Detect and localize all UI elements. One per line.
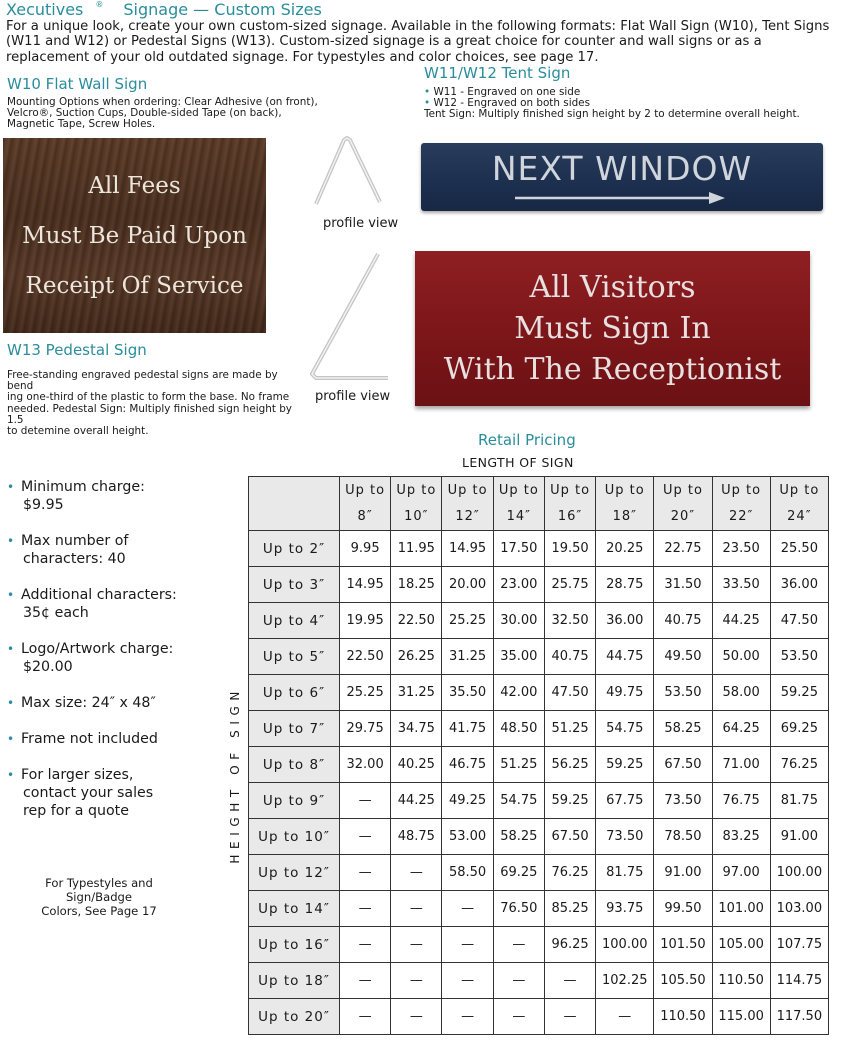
height-row-label: Up to 18″ <box>249 963 340 999</box>
price-cell: 11.95 <box>391 531 442 567</box>
price-cell: 25.25 <box>340 675 391 711</box>
info-bullet <box>7 694 207 712</box>
height-row-label: Up to 20″ <box>249 999 340 1035</box>
price-cell: 28.75 <box>596 567 654 603</box>
price-cell: 31.50 <box>654 567 712 603</box>
bullet-line: $9.95 <box>23 497 64 513</box>
height-row-label: Up to 12″ <box>249 855 340 891</box>
w11-description <box>424 87 844 121</box>
column-header-line: Up to <box>779 482 820 498</box>
price-cell: 25.50 <box>770 531 828 567</box>
bullet-line: contact your sales <box>23 785 154 801</box>
price-cell: 54.75 <box>596 711 654 747</box>
length-column-header <box>712 477 770 531</box>
price-cell: 51.25 <box>544 711 595 747</box>
price-cell: 73.50 <box>654 783 712 819</box>
height-row-label: Up to 6″ <box>249 675 340 711</box>
height-row-label: Up to 9″ <box>249 783 340 819</box>
price-cell: 36.00 <box>770 567 828 603</box>
price-cell: 50.00 <box>712 639 770 675</box>
column-header-line: Up to <box>498 482 539 498</box>
bullet-line: • Max size: 24″ x 48″ <box>21 695 156 711</box>
w11-bullet: • W12 - Engraved on both sides <box>424 97 590 110</box>
price-cell: — <box>391 963 442 999</box>
price-cell: 81.75 <box>770 783 828 819</box>
column-header-line: Up to <box>550 482 591 498</box>
footnote-line: Colors, See Page 17 <box>41 904 157 918</box>
height-of-sign-label: HEIGHT OF SIGN <box>228 686 242 864</box>
w11-sign-image <box>421 143 823 211</box>
price-cell: 49.25 <box>442 783 493 819</box>
column-header-line: 18″ <box>612 508 637 524</box>
height-row-label: Up to 7″ <box>249 711 340 747</box>
table-row <box>249 531 829 567</box>
price-cell: 30.00 <box>493 603 544 639</box>
price-cell: — <box>340 819 391 855</box>
price-cell: 44.25 <box>391 783 442 819</box>
price-cell: 59.25 <box>544 783 595 819</box>
price-cell: 58.25 <box>493 819 544 855</box>
sign-line: Must Sign In <box>514 311 711 346</box>
price-cell: 23.50 <box>712 531 770 567</box>
height-row-label: Up to 2″ <box>249 531 340 567</box>
pricing-table <box>248 476 829 1035</box>
price-cell: 31.25 <box>442 639 493 675</box>
price-cell: — <box>442 999 493 1035</box>
price-cell: 53.00 <box>442 819 493 855</box>
footnote-line: For Typestyles and Sign/Badge <box>45 876 153 904</box>
w13-description <box>7 370 307 437</box>
price-cell: 47.50 <box>544 675 595 711</box>
w13-title: W13 Pedestal Sign <box>7 341 147 359</box>
table-row <box>249 747 829 783</box>
price-cell: 53.50 <box>770 639 828 675</box>
registered-mark: ® <box>95 0 104 9</box>
table-row <box>249 927 829 963</box>
info-bullet <box>7 640 207 676</box>
price-cell: 32.50 <box>544 603 595 639</box>
length-of-sign-label: LENGTH OF SIGN <box>462 455 574 470</box>
price-cell: — <box>340 963 391 999</box>
price-cell: — <box>493 999 544 1035</box>
price-cell: 26.25 <box>391 639 442 675</box>
price-cell: 67.50 <box>654 747 712 783</box>
sign-line: All Visitors <box>529 270 696 305</box>
info-bullet <box>7 730 207 748</box>
length-column-header <box>770 477 828 531</box>
price-cell: 53.50 <box>654 675 712 711</box>
price-cell: 58.00 <box>712 675 770 711</box>
sign-text: NEXT WINDOW <box>491 149 753 188</box>
bullet-line: 35¢ each <box>23 605 89 621</box>
sign-line: Must Be Paid Upon <box>22 222 247 249</box>
price-cell: 47.50 <box>770 603 828 639</box>
price-cell: — <box>391 927 442 963</box>
price-cell: 49.75 <box>596 675 654 711</box>
column-header-line: 24″ <box>787 508 812 524</box>
price-cell: 76.25 <box>544 855 595 891</box>
price-cell: 96.25 <box>544 927 595 963</box>
price-cell: 22.75 <box>654 531 712 567</box>
price-cell: 51.25 <box>493 747 544 783</box>
tent-profile-illustration <box>310 132 390 212</box>
price-cell: 115.00 <box>712 999 770 1035</box>
column-header-line: 22″ <box>728 508 754 524</box>
w11-note: Tent Sign: Multiply finished sign height by 2 to determine overall height. <box>424 108 800 121</box>
page-title: Signage — Custom Sizes <box>123 0 322 19</box>
price-cell: 35.50 <box>442 675 493 711</box>
table-row <box>249 603 829 639</box>
typestyles-footnote <box>24 876 174 918</box>
price-cell: — <box>442 891 493 927</box>
price-cell: 9.95 <box>340 531 391 567</box>
price-cell: 17.50 <box>493 531 544 567</box>
price-cell: 101.00 <box>712 891 770 927</box>
w13-desc-line: to detemine overall height. <box>7 425 149 438</box>
price-cell: 36.00 <box>596 603 654 639</box>
bullet-line: • Frame not included <box>21 731 158 747</box>
price-cell: — <box>442 927 493 963</box>
price-cell: 91.00 <box>770 819 828 855</box>
price-cell: 14.95 <box>340 567 391 603</box>
price-cell: 54.75 <box>493 783 544 819</box>
info-bullet <box>7 478 207 514</box>
price-cell: 102.25 <box>596 963 654 999</box>
price-cell: 48.50 <box>493 711 544 747</box>
w10-desc-line: Magnetic Tape, Screw Holes. <box>7 118 156 131</box>
column-header-line: 16″ <box>557 508 583 524</box>
table-row <box>249 963 829 999</box>
price-cell: 67.50 <box>544 819 595 855</box>
height-row-label: Up to 3″ <box>249 567 340 603</box>
price-cell: — <box>493 963 544 999</box>
price-cell: — <box>340 891 391 927</box>
price-cell: 73.50 <box>596 819 654 855</box>
info-bullet-list <box>7 478 207 838</box>
price-cell: 25.75 <box>544 567 595 603</box>
price-cell: 99.50 <box>654 891 712 927</box>
price-cell: 40.75 <box>654 603 712 639</box>
price-cell: 85.25 <box>544 891 595 927</box>
price-cell: 19.50 <box>544 531 595 567</box>
price-cell: 23.00 <box>493 567 544 603</box>
price-cell: 46.75 <box>442 747 493 783</box>
price-cell: 29.75 <box>340 711 391 747</box>
bullet-line: • Max number of <box>21 533 129 549</box>
w11-title: W11/W12 Tent Sign <box>424 64 571 82</box>
price-cell: 69.25 <box>493 855 544 891</box>
column-header-line: Up to <box>721 482 762 498</box>
column-header-line: Up to <box>396 482 437 498</box>
height-row-label: Up to 16″ <box>249 927 340 963</box>
price-cell: 58.25 <box>654 711 712 747</box>
price-cell: 114.75 <box>770 963 828 999</box>
price-cell: — <box>596 999 654 1035</box>
price-cell: 67.75 <box>596 783 654 819</box>
column-header-line: Up to <box>662 482 703 498</box>
column-header-line: 12″ <box>455 508 480 524</box>
price-cell: 78.50 <box>654 819 712 855</box>
height-row-label: Up to 10″ <box>249 819 340 855</box>
table-row <box>249 999 829 1035</box>
price-cell: 59.25 <box>596 747 654 783</box>
table-row <box>249 819 829 855</box>
price-cell: 101.50 <box>654 927 712 963</box>
price-cell: — <box>340 999 391 1035</box>
arrow-right-icon <box>513 191 727 205</box>
pedestal-profile-label: profile view <box>315 389 391 404</box>
w13-desc-line: Free-standing engraved pedestal signs are made by bend <box>7 369 278 393</box>
bullet-line: • Minimum charge: <box>21 479 145 495</box>
table-corner-cell <box>249 477 340 531</box>
bullet-line: • For larger sizes, <box>21 767 134 783</box>
pricing-header-row <box>249 477 829 531</box>
length-column-header <box>654 477 712 531</box>
price-cell: 34.75 <box>391 711 442 747</box>
info-bullet <box>7 586 207 622</box>
price-cell: 107.75 <box>770 927 828 963</box>
bullet-line: • Logo/Artwork charge: <box>21 641 174 657</box>
w10-sign-image <box>3 138 266 333</box>
page-header <box>6 0 322 19</box>
w11-bullet: • W11 - Engraved on one side <box>424 86 581 98</box>
price-cell: 91.00 <box>654 855 712 891</box>
price-cell: 44.25 <box>712 603 770 639</box>
price-cell: 18.25 <box>391 567 442 603</box>
table-row <box>249 675 829 711</box>
column-header-line: 14″ <box>506 508 532 524</box>
price-cell: — <box>340 927 391 963</box>
info-bullet <box>7 766 207 820</box>
table-row <box>249 891 829 927</box>
w10-description <box>7 97 327 131</box>
price-cell: 31.25 <box>391 675 442 711</box>
column-header-line: 8″ <box>357 508 373 524</box>
price-cell: — <box>442 963 493 999</box>
w13-desc-line: needed. Pedestal Sign: Multiply finished sign height by 1.5 <box>7 402 292 426</box>
bullet-line: characters: 40 <box>23 551 126 567</box>
price-cell: — <box>340 855 391 891</box>
price-cell: 48.75 <box>391 819 442 855</box>
bullet-line: $20.00 <box>23 659 73 675</box>
w10-desc-line: Velcro®, Suction Cups, Double-sided Tape (on back), <box>7 107 282 120</box>
price-cell: 69.25 <box>770 711 828 747</box>
price-cell: — <box>391 999 442 1035</box>
sign-line: All Fees <box>88 172 181 199</box>
height-row-label: Up to 4″ <box>249 603 340 639</box>
price-cell: 49.50 <box>654 639 712 675</box>
price-cell: 42.00 <box>493 675 544 711</box>
w10-title: W10 Flat Wall Sign <box>7 75 148 93</box>
tent-profile-label: profile view <box>323 216 399 231</box>
bullet-line: rep for a quote <box>23 803 129 819</box>
price-cell: 105.00 <box>712 927 770 963</box>
price-cell: — <box>391 855 442 891</box>
price-cell: 25.25 <box>442 603 493 639</box>
price-cell: 76.50 <box>493 891 544 927</box>
price-cell: 83.25 <box>712 819 770 855</box>
price-cell: 103.00 <box>770 891 828 927</box>
price-cell: 22.50 <box>340 639 391 675</box>
table-row <box>249 639 829 675</box>
price-cell: 110.50 <box>654 999 712 1035</box>
table-row <box>249 567 829 603</box>
length-column-header <box>493 477 544 531</box>
column-header-line: 20″ <box>670 508 696 524</box>
pedestal-profile-illustration <box>304 250 394 384</box>
sign-line: With The Receptionist <box>443 352 782 387</box>
table-row <box>249 783 829 819</box>
price-cell: 100.00 <box>770 855 828 891</box>
length-column-header <box>442 477 493 531</box>
price-cell: 32.00 <box>340 747 391 783</box>
price-cell: 64.25 <box>712 711 770 747</box>
price-cell: 93.75 <box>596 891 654 927</box>
price-cell: 59.25 <box>770 675 828 711</box>
price-cell: — <box>544 963 595 999</box>
price-cell: — <box>544 999 595 1035</box>
price-cell: 20.25 <box>596 531 654 567</box>
price-cell: — <box>340 783 391 819</box>
retail-pricing-title: Retail Pricing <box>478 431 576 449</box>
price-cell: — <box>391 891 442 927</box>
price-cell: 76.75 <box>712 783 770 819</box>
price-cell: 117.50 <box>770 999 828 1035</box>
price-cell: — <box>493 927 544 963</box>
price-cell: 20.00 <box>442 567 493 603</box>
price-cell: 105.50 <box>654 963 712 999</box>
price-cell: 100.00 <box>596 927 654 963</box>
info-bullet <box>7 532 207 568</box>
price-cell: 97.00 <box>712 855 770 891</box>
price-cell: 76.25 <box>770 747 828 783</box>
table-row <box>249 855 829 891</box>
height-row-label: Up to 14″ <box>249 891 340 927</box>
price-cell: 44.75 <box>596 639 654 675</box>
w13-sign-image <box>415 251 810 406</box>
w13-desc-line: ing one-third of the plastic to form the base. No frame <box>7 391 290 404</box>
price-cell: 22.50 <box>391 603 442 639</box>
height-row-label: Up to 8″ <box>249 747 340 783</box>
price-cell: 40.75 <box>544 639 595 675</box>
intro-paragraph: For a unique look, create your own custom-sized signage. Available in the following formats: Flat Wall Sign (W10), Tent Signs (W11 and W12) or Pedestal Signs (W13). Custom-sized signage is a great choice for counter and wall signs or as a replacement of your old outdated signage. For typestyles and color choices, see page 17. <box>6 19 830 65</box>
price-cell: 81.75 <box>596 855 654 891</box>
column-header-line: Up to <box>345 482 386 498</box>
price-cell: 41.75 <box>442 711 493 747</box>
length-column-header <box>340 477 391 531</box>
w10-desc-line: Mounting Options when ordering: Clear Adhesive (on front), <box>7 96 318 108</box>
price-cell: 71.00 <box>712 747 770 783</box>
price-cell: 110.50 <box>712 963 770 999</box>
price-cell: 14.95 <box>442 531 493 567</box>
price-cell: 33.50 <box>712 567 770 603</box>
table-row <box>249 711 829 747</box>
height-row-label: Up to 5″ <box>249 639 340 675</box>
length-column-header <box>544 477 595 531</box>
brand-name: Xecutives <box>6 0 84 19</box>
price-cell: 19.95 <box>340 603 391 639</box>
length-column-header <box>596 477 654 531</box>
sign-line: Receipt Of Service <box>25 272 244 299</box>
price-cell: 40.25 <box>391 747 442 783</box>
price-cell: 35.00 <box>493 639 544 675</box>
price-cell: 56.25 <box>544 747 595 783</box>
price-cell: 58.50 <box>442 855 493 891</box>
column-header-line: Up to <box>604 482 645 498</box>
bullet-line: • Additional characters: <box>21 587 177 603</box>
column-header-line: 10″ <box>404 508 429 524</box>
length-column-header <box>391 477 442 531</box>
column-header-line: Up to <box>447 482 488 498</box>
